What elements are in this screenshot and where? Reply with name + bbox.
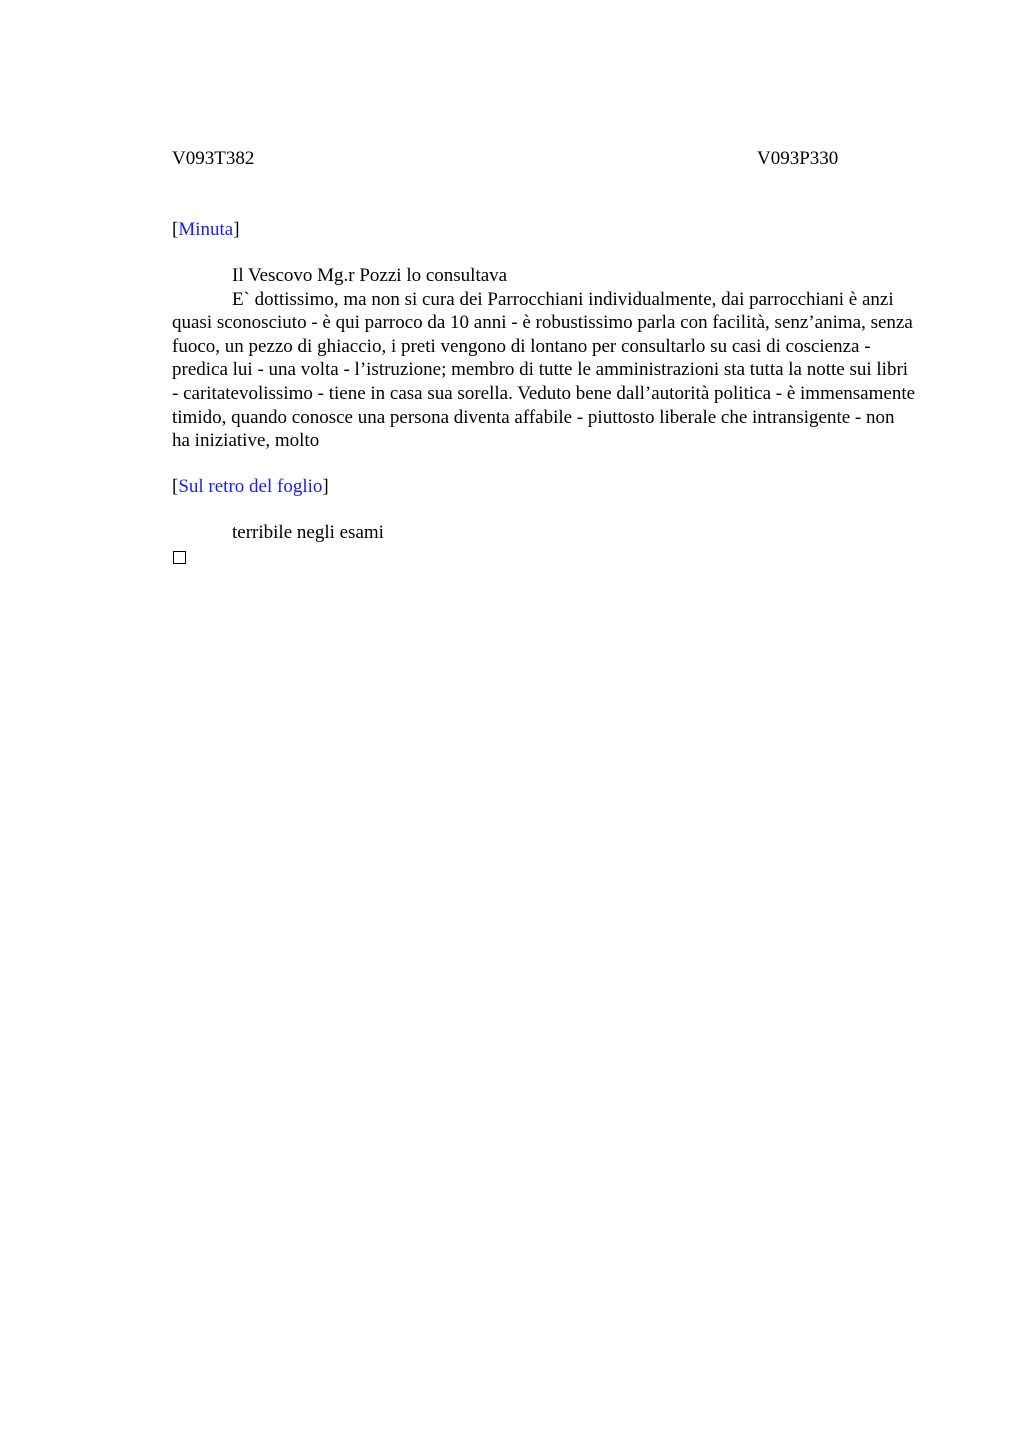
- retro-label: Sul retro del foglio: [178, 475, 323, 497]
- body-line-1: Il Vescovo Mg.r Pozzi lo consultava: [232, 265, 508, 286]
- minuta-body: [172, 264, 917, 453]
- retro-text: terribile negli esami: [232, 521, 384, 543]
- document-header: [172, 146, 917, 172]
- minuta-label: Minuta: [178, 219, 234, 240]
- document-code-right: V093P330: [757, 148, 839, 169]
- bracket-close: ]: [322, 475, 329, 497]
- retro-body: [172, 521, 917, 565]
- document-code-left: V093T382: [172, 148, 255, 169]
- section-label-minuta: [172, 218, 917, 242]
- document-page: [172, 146, 917, 564]
- end-marker-box-icon: [173, 551, 186, 564]
- bracket-open: [: [172, 219, 179, 240]
- bracket-close: ]: [233, 219, 240, 240]
- body-paragraph-2: E` dottissimo, ma non si cura dei Parrocchiani individualmente, dai parrocchiani è anzi quasi sconosciuto - è qui parroco da 10 anni - è robustissimo parla con facilità, senz’anima, senza fuoco, un pezzo di ghiaccio, i preti vengono di lontano per consultarlo su casi di coscienza - predica lui - una volta - l’istruzione; membro di tutte le amministrazioni sta tutta la notte sui libri - caritatevolissimo - tiene in casa sua sorella. Veduto bene dall’autorità politica - è immensamente timido, quando conosce una persona diventa affabile - piuttosto liberale che intransigente - non ha iniziative, molto: [172, 288, 916, 452]
- bracket-open: [: [172, 475, 179, 497]
- section-label-retro: [172, 475, 917, 499]
